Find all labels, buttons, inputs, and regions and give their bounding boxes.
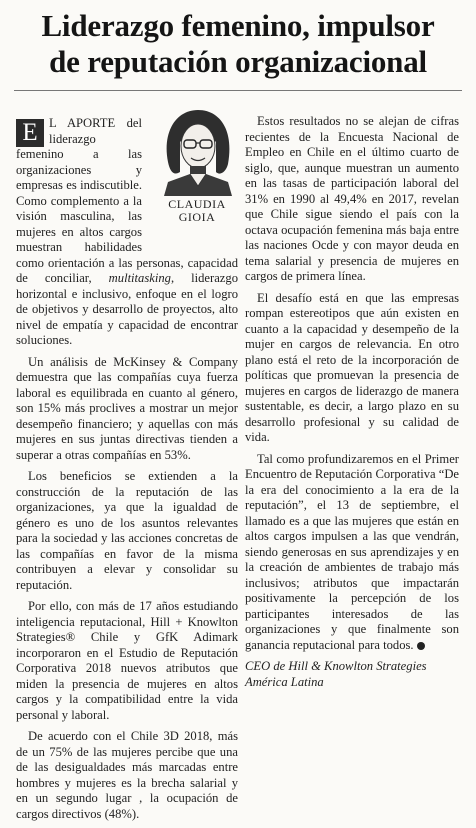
author-portrait [148,102,246,230]
paragraph-1-end: , liderazgo horizontal e inclusivo, enfoque en el logro de objetivos y desarrollo de proyectos, alto nivel de empatía y capacidad de encontrar soluciones. [16,271,238,347]
signature-line-2: América Latina [245,674,324,689]
paragraph-1-italic: multitasking [108,271,171,285]
paragraph-7: El desafío está en que las empresas rompan estereotipos que aún existen en cuanto a la capacidad y desempeño de la mujer en cargos de relevancia. En otro plano está el reto de la incorporación de políticas que promuevan la presencia de mujeres en cargos de liderazgo de manera sustentable, es decir, a largo plazo en su desarrollo profesional y su calidad de vida. [245,290,459,444]
headline-line-2: de reputación organizacional [49,44,427,79]
author-last-name: GIOIA [178,210,216,224]
author-sketch-image [148,102,246,196]
paragraph-3: Los beneficios se extienden a la construcción de la reputación de las organizaciones, ya que la igualdad de género es uno de los asuntos relevantes para la sociedad y las acciones concretas de las compañías en favor de la misma contribuyen a elevar y consolidar su reputación. [16,469,238,592]
article-column-left [16,116,238,828]
paragraph-8-text: Tal como profundizaremos en el Primer Encuentro de Reputación Corporativa “De la era del conocimiento a la era de la reputación”, el 13 de septiembre, el llamado es a que las mujeres que están en altos cargos impulsen a las que vendrán, siendo generosas en sus aprendizajes y en la creación de ambientes de trabajo más inclusivos; atributos que impactarán positivamente la percepción de los participantes interesados de las organizaciones y que finalmente son ganancia reputacional para todos. [245,451,460,652]
end-mark-icon [417,642,425,650]
headline-line-1: Liderazgo femenino, impulsor [41,8,435,43]
author-signature [245,659,459,690]
paragraph-6: Estos resultados no se alejan de cifras recientes de la Encuesta Nacional de Empleo en Chile en el último cuarto de siglo, que, aunque muestran un aumento en las tasas de participación laboral del 31% en 1990 al 49,4% en 2017, revelan que Chile sigue siendo el país con la octava ocupación femenina más baja entre las naciones Ocde y con mayor deuda en tema salarial y presencia de mujeres en cargos de primera línea. [245,114,459,283]
paragraph-1-text: L APORTE del liderazgo femenino a las organizaciones y empresas es indiscutible. Como complemento a la visión masculina, las mujeres en altos cargos muestran habilidades como orientación a las personas, capacidad de conciliar, [16,116,238,285]
signature-line-1: CEO de Hill & Knowlton Strategies [245,659,427,673]
paragraph-5: De acuerdo con el Chile 3D 2018, más de un 75% de las mujeres percibe que una de las desigualdades más marcadas entre hombres y mujeres es la brecha salarial y en un segundo lugar , la ocupación de cargos directivos (48%). [16,729,238,821]
paragraph-8 [245,452,459,654]
paragraph-4: Por ello, con más de 17 años estudiando inteligencia reputacional, Hill + Knowlton Strategies® Chile y GfK Adimark incorporaron en el Estudio de Reputación Corporativa 2018 nuevos atributos que miden la presencia de mujeres en altos cargos y la compatibilidad entre la vida personal y laboral. [16,599,238,722]
paragraph-2: Un análisis de McKinsey & Company demuestra que las compañías cuya fuerza laboral es equilibrada en cuanto al género, son 15% más proclives a mostrar un mejor desempeño financiero; y aquellas con más mujeres en sus juntas directivas tienden a superar a otras compañías en 53%. [16,354,238,462]
author-name [148,198,246,224]
drop-cap: E [16,119,44,147]
author-first-name: CLAUDIA [168,197,226,211]
headline [0,8,476,80]
headline-rule [14,90,462,91]
article-column-right [245,114,459,696]
